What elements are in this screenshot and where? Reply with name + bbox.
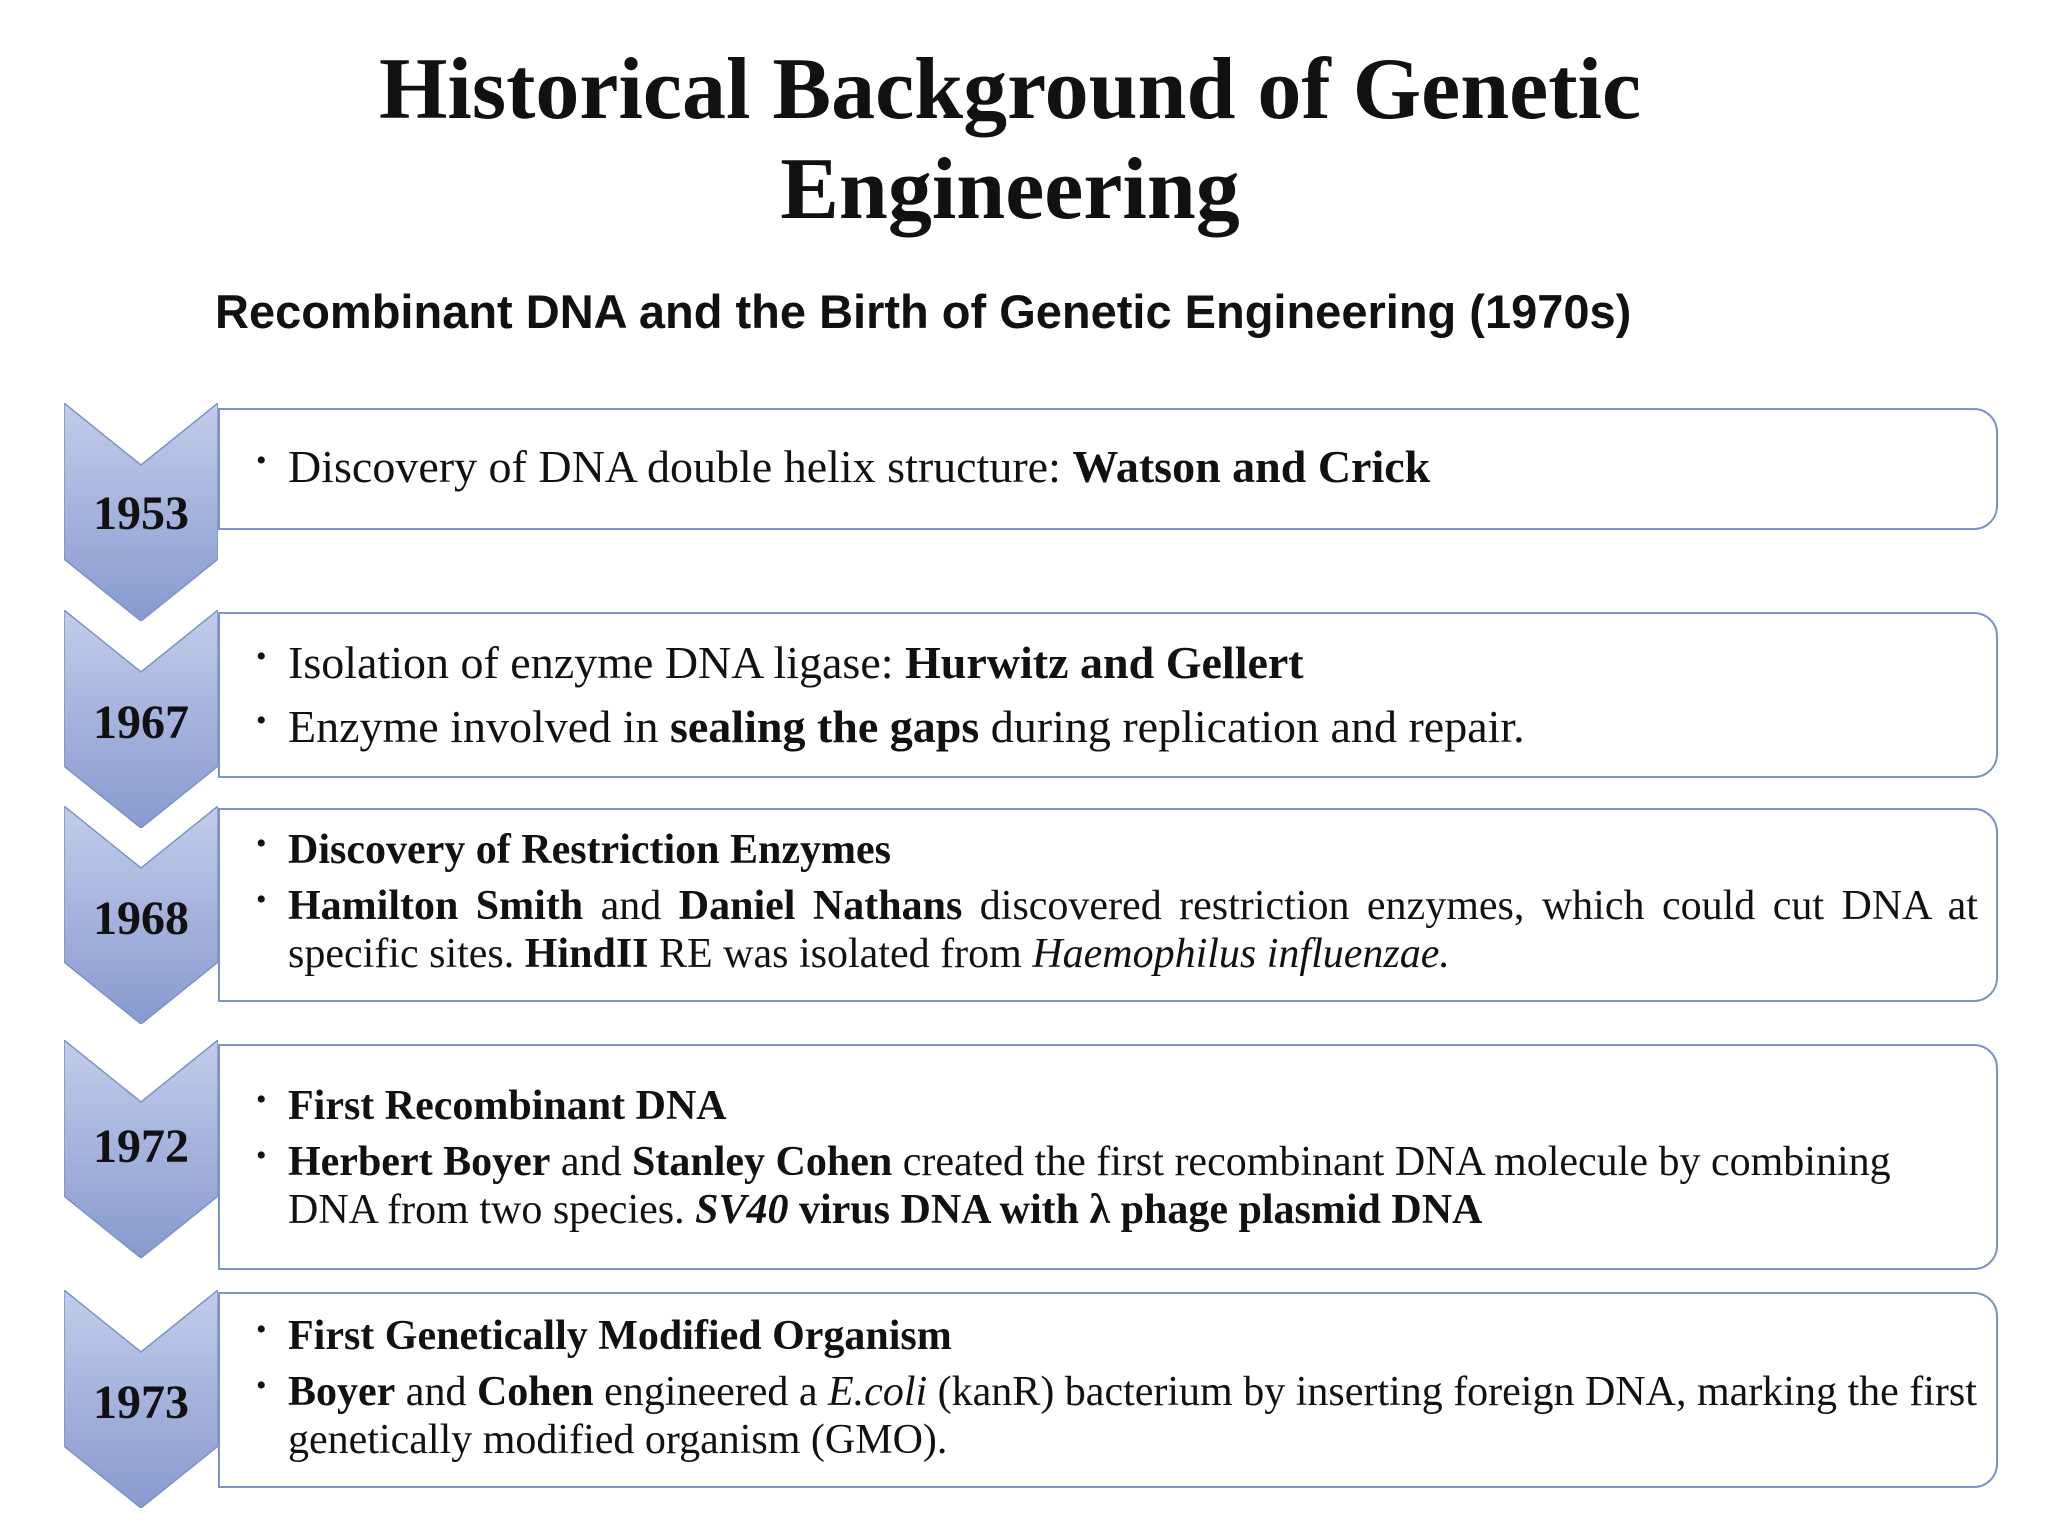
year-label: 1967 xyxy=(93,696,189,749)
year-label: 1973 xyxy=(93,1376,189,1429)
bullet-item: • First Recombinant DNA xyxy=(256,1083,727,1129)
bullet-icon: • xyxy=(256,444,267,477)
bullet-icon: • xyxy=(256,1369,267,1402)
bullet-item: • Boyer and Cohen engineered a E.coli (kanR) bacterium by inserting foreign DNA, marking the first genetically modified organism (GMO). xyxy=(256,1369,1977,1463)
bullet-item: • Hamilton Smith and Daniel Nathans discovered restriction enzymes, which could cut DNA at specific sites. HindII RE was isolated from Haemophilus influenzae. xyxy=(256,883,1978,977)
bullet-icon: • xyxy=(256,1139,267,1172)
event-box xyxy=(218,1044,1998,1270)
year-label: 1953 xyxy=(93,487,189,540)
bullet-item: • Isolation of enzyme DNA ligase: Hurwitz and Gellert xyxy=(248,634,1978,692)
bullet-item: • Discovery of DNA double helix structure: Watson and Crick xyxy=(248,438,1978,496)
event-box xyxy=(218,408,1998,530)
year-label: 1972 xyxy=(93,1120,189,1173)
event-box xyxy=(218,808,1998,1002)
bullet-item: • Enzyme involved in sealing the gaps during replication and repair. xyxy=(248,698,1978,756)
event-box xyxy=(218,612,1998,778)
bullet-icon: • xyxy=(256,827,267,860)
bullet-icon: • xyxy=(256,1083,267,1116)
page-subtitle: Recombinant DNA and the Birth of Genetic Engineering (1970s) xyxy=(215,285,1632,338)
year-label: 1968 xyxy=(93,892,189,945)
bullet-icon: • xyxy=(256,883,267,916)
bullet-icon: • xyxy=(256,1313,267,1346)
bullet-icon: • xyxy=(256,640,267,673)
bullet-icon: • xyxy=(256,704,267,737)
bullet-item: • First Genetically Modified Organism xyxy=(256,1313,952,1359)
bullet-item: • Discovery of Restriction Enzymes xyxy=(256,827,892,873)
bullet-item: • Herbert Boyer and Stanley Cohen created the first recombinant DNA molecule by combining DNA from two species. SV40 virus DNA with λ phage plasmid DNA xyxy=(256,1139,1891,1233)
page-title: Historical Background of Genetic Engineering xyxy=(378,41,1642,238)
event-box xyxy=(218,1292,1998,1488)
